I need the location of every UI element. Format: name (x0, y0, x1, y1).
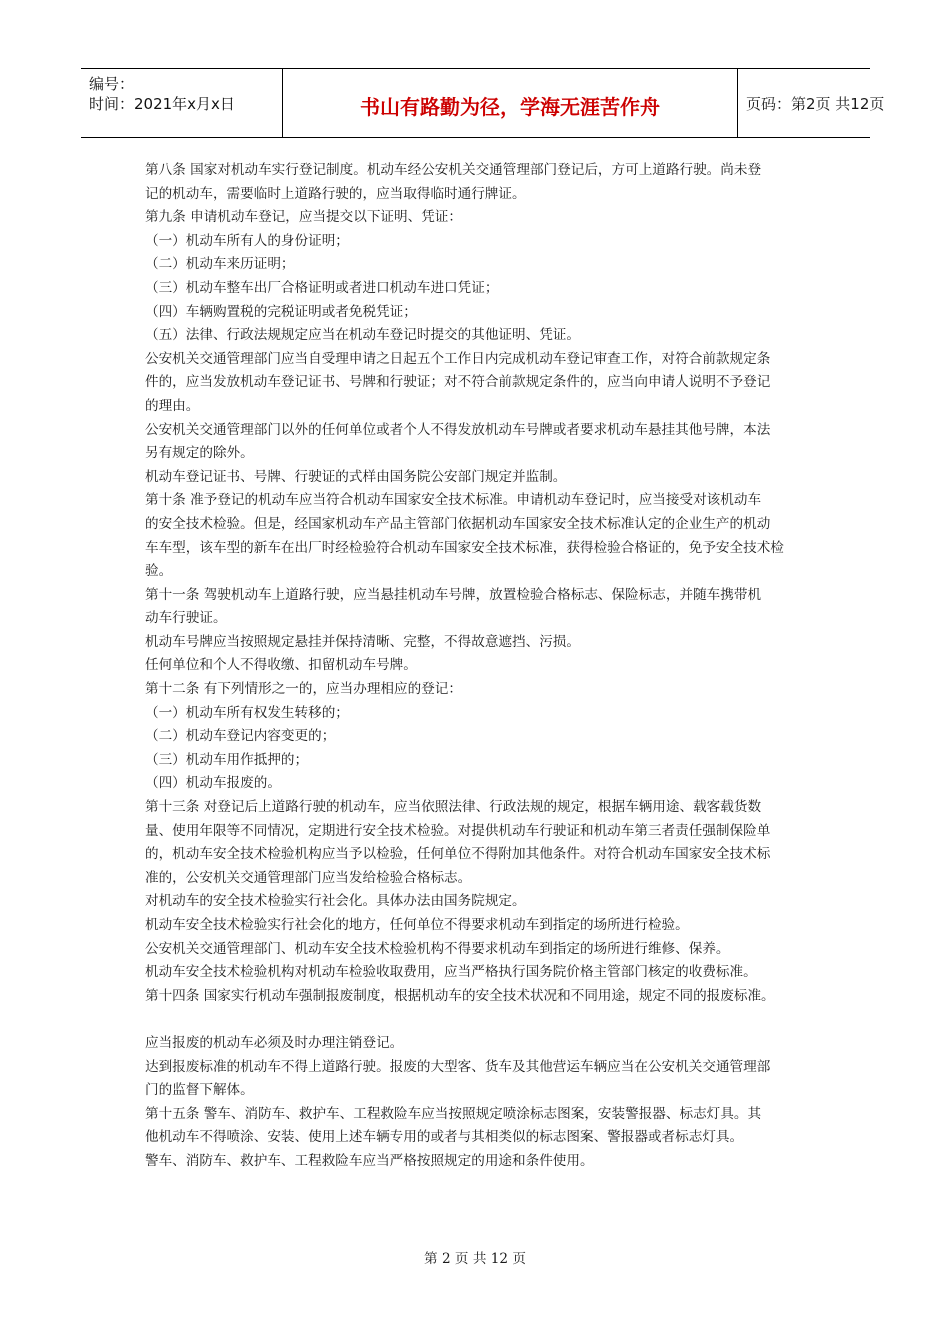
body-line: 第八条 国家对机动车实行登记制度。机动车经公安机关交通管理部门登记后，方可上道路行驶。尚未登 (145, 162, 762, 178)
document-date-label: 时间：2021年x月x日 (89, 95, 235, 113)
body-line: 动车行驶证。 (145, 610, 227, 627)
body-line: （四）车辆购置税的完税证明或者免税凭证； (145, 303, 417, 320)
body-line: 验。 (145, 563, 173, 580)
header-motto-cell (283, 69, 738, 137)
body-line: 另有规定的除外。 (145, 445, 254, 462)
page-number-info: 页码：第2页 共12页 (746, 95, 885, 113)
body-line: 车车型，该车型的新车在出厂时经检验符合机动车国家安全技术标准，获得检验合格证的，免予安全技术检 (145, 539, 784, 556)
body-line: 第十二条 有下列情形之一的，应当办理相应的登记： (145, 681, 462, 698)
body-line: 第十四条 国家实行机动车强制报废制度，根据机动车的安全技术状况和不同用途，规定不同的报废标准。 (145, 987, 775, 1004)
body-line: 门的监督下解体。 (145, 1082, 254, 1099)
body-line: 机动车安全技术检验机构对机动车检验收取费用，应当严格执行国务院价格主管部门核定的收费标准。 (145, 964, 757, 981)
body-line: 第十一条 驾驶机动车上道路行驶，应当悬挂机动车号牌，放置检验合格标志、保险标志，并随车携带机 (145, 586, 762, 603)
body-line: 的，机动车安全技术检验机构应当予以检验，任何单位不得附加其他条件。对符合机动车国家安全技术标 (145, 846, 771, 863)
header-page-cell (738, 69, 885, 137)
document-number-label: 编号： (89, 75, 135, 93)
body-line: 记的机动车，需要临时上道路行驶的，应当取得临时通行牌证。 (145, 185, 526, 202)
body-line: 第十条 准予登记的机动车应当符合机动车国家安全技术标准。申请机动车登记时，应当接受对该机动车 (145, 492, 762, 509)
body-line: （三）机动车用作抵押的； (145, 751, 309, 768)
body-line: （二）机动车登记内容变更的； (145, 728, 336, 745)
body-line: 第十三条 对登记后上道路行驶的机动车，应当依照法律、行政法规的规定，根据车辆用途、载客载货数 (145, 799, 762, 816)
body-line: 机动车号牌应当按照规定悬挂并保持清晰、完整，不得故意遮挡、污损。 (145, 633, 580, 650)
body-line: 应当报废的机动车必须及时办理注销登记。 (145, 1034, 404, 1051)
page-header (81, 68, 885, 138)
body-line: 公安机关交通管理部门以外的任何单位或者个人不得发放机动车号牌或者要求机动车悬挂其他号牌，本法 (145, 421, 771, 438)
body-line: 机动车安全技术检验实行社会化的地方，任何单位不得要求机动车到指定的场所进行检验。 (145, 917, 689, 933)
body-line: 件的，应当发放机动车登记证书、号牌和行驶证；对不符合前款规定条件的，应当向申请人说明不予登记 (145, 374, 771, 391)
body-line: 对机动车的安全技术检验实行社会化。具体办法由国务院规定。 (145, 893, 526, 910)
body-line: 第十五条 警车、消防车、救护车、工程救险车应当按照规定喷涂标志图案，安装警报器、标志灯具。其 (145, 1105, 762, 1122)
header-info-cell (81, 69, 283, 137)
body-line: 公安机关交通管理部门应当自受理申请之日起五个工作日内完成机动车登记审查工作，对符合前款规定条 (145, 350, 771, 367)
body-line: 准的，公安机关交通管理部门应当发给检验合格标志。 (145, 869, 472, 886)
body-line: 公安机关交通管理部门、机动车安全技术检验机构不得要求机动车到指定的场所进行维修、保养。 (145, 940, 730, 957)
body-line: 警车、消防车、救护车、工程救险车应当严格按照规定的用途和条件使用。 (145, 1152, 594, 1169)
body-line: （一）机动车所有权发生转移的； (145, 704, 349, 721)
body-line: （三）机动车整车出厂合格证明或者进口机动车进口凭证； (145, 279, 499, 296)
body-line: 达到报废标准的机动车不得上道路行驶。报废的大型客、货车及其他营运车辆应当在公安机关交通管理部 (145, 1058, 771, 1075)
body-line: （一）机动车所有人的身份证明； (145, 232, 349, 249)
body-line: 他机动车不得喷涂、安装、使用上述车辆专用的或者与其相类似的标志图案、警报器或者标志灯具。 (145, 1129, 744, 1146)
body-line: 机动车登记证书、号牌、行驶证的式样由国务院公安部门规定并监制。 (145, 468, 567, 485)
body-line (145, 1008, 815, 1032)
body-line: 任何单位和个人不得收缴、扣留机动车号牌。 (145, 657, 417, 674)
body-line: 第九条 申请机动车登记，应当提交以下证明、凭证： (145, 209, 462, 226)
body-line: （四）机动车报废的。 (145, 775, 281, 792)
body-line: （五）法律、行政法规规定应当在机动车登记时提交的其他证明、凭证。 (145, 327, 580, 344)
page-footer: 第 2 页 共 12 页 (424, 1251, 526, 1267)
body-line: 量、使用年限等不同情况，定期进行安全技术检验。对提供机动车行驶证和机动车第三者责任强制保险单 (145, 822, 771, 839)
body-line: 的理由。 (145, 397, 200, 414)
document-body (145, 159, 815, 1174)
body-line: （二）机动车来历证明； (145, 256, 295, 273)
body-line: 的安全技术检验。但是，经国家机动车产品主管部门依据机动车国家安全技术标准认定的企业生产的机动 (145, 515, 771, 532)
motto-text: 书山有路勤为径，学海无涯苦作舟 (360, 95, 660, 119)
